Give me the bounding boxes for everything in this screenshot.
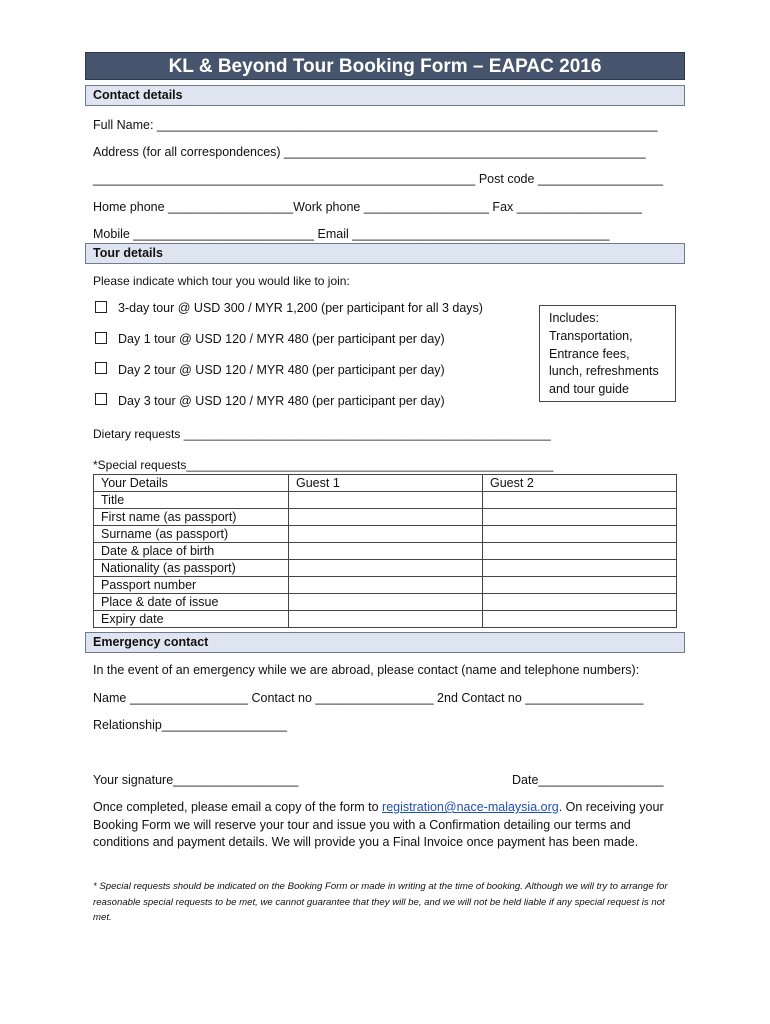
- emergency-contact-fields[interactable]: Name _________________ Contact no _________________ 2nd Contact no _________________: [93, 691, 644, 705]
- guest2-cell[interactable]: [483, 543, 677, 560]
- row-label: Surname (as passport): [94, 526, 289, 543]
- closing-text-end: . On receiving your Booking Form we will reserve your tour and issue you with a Confirmation detailing our terms and conditions and payment details. We will provide you a Final Invoice once payment has been made.: [93, 800, 664, 849]
- guest2-cell[interactable]: [483, 560, 677, 577]
- row-label: Place & date of issue: [94, 594, 289, 611]
- emergency-contact-heading: Emergency contact: [85, 632, 685, 653]
- table-row: [94, 560, 677, 577]
- guest-details-table: [93, 474, 677, 628]
- tour-day2-checkbox[interactable]: [95, 362, 107, 374]
- tour-option-day3: Day 3 tour @ USD 120 / MYR 480 (per participant per day): [118, 394, 445, 408]
- guest1-cell[interactable]: [289, 526, 483, 543]
- row-label: Title: [94, 492, 289, 509]
- table-header: Guest 1: [289, 475, 483, 492]
- includes-line: lunch, refreshments: [549, 364, 659, 379]
- guest2-cell[interactable]: [483, 526, 677, 543]
- row-label: First name (as passport): [94, 509, 289, 526]
- relationship-field[interactable]: Relationship__________________: [93, 718, 287, 732]
- table-row: [94, 594, 677, 611]
- includes-line: Transportation,: [549, 328, 633, 343]
- tour-option-day1: Day 1 tour @ USD 120 / MYR 480 (per participant per day): [118, 332, 445, 346]
- includes-box: [539, 305, 676, 402]
- guest1-cell[interactable]: [289, 543, 483, 560]
- tour-day3-checkbox[interactable]: [95, 393, 107, 405]
- contact-details-heading: Contact details: [85, 85, 685, 106]
- table-row: [94, 611, 677, 628]
- row-label: Nationality (as passport): [94, 560, 289, 577]
- table-header: Your Details: [94, 475, 289, 492]
- guest2-cell[interactable]: [483, 594, 677, 611]
- address-postcode-field[interactable]: _______________________________________________________ Post code __________________: [93, 172, 664, 186]
- guest2-cell[interactable]: [483, 509, 677, 526]
- closing-paragraph: [93, 799, 673, 852]
- row-label: Expiry date: [94, 611, 289, 628]
- special-requests-field[interactable]: *Special requests_______________________________________________________: [93, 458, 554, 472]
- form-title: KL & Beyond Tour Booking Form – EAPAC 2016: [85, 52, 685, 80]
- phone-fields[interactable]: Home phone __________________Work phone __________________ Fax __________________: [93, 200, 642, 214]
- registration-email-link[interactable]: registration@nace-malaysia.org: [382, 800, 559, 814]
- tour-option-day2: Day 2 tour @ USD 120 / MYR 480 (per participant per day): [118, 363, 445, 377]
- emergency-intro: In the event of an emergency while we are abroad, please contact (name and telephone numbers):: [93, 663, 640, 677]
- closing-text-start: Once completed, please email a copy of the form to: [93, 800, 383, 814]
- guest2-cell[interactable]: [483, 492, 677, 509]
- tour-day1-checkbox[interactable]: [95, 332, 107, 344]
- includes-line: and tour guide: [549, 382, 629, 397]
- guest1-cell[interactable]: [289, 594, 483, 611]
- guest1-cell[interactable]: [289, 577, 483, 594]
- includes-line: Entrance fees,: [549, 346, 630, 361]
- special-requests-footnote: * Special requests should be indicated on the Booking Form or made in writing at the time of booking. Although we will try to arrange for reasonable special requests to be met, we cannot guarantee that they will be, and we will not be held liable if any special request is not met.: [93, 881, 668, 924]
- address-field[interactable]: Address (for all correspondences) ____________________________________________________: [93, 145, 646, 159]
- signature-field[interactable]: Your signature__________________: [93, 773, 299, 787]
- tour-details-heading: Tour details: [85, 243, 685, 264]
- tour-prompt: Please indicate which tour you would like to join:: [93, 274, 350, 288]
- guest2-cell[interactable]: [483, 611, 677, 628]
- table-row: [94, 492, 677, 509]
- tour-3day-checkbox[interactable]: [95, 301, 107, 313]
- row-label: Passport number: [94, 577, 289, 594]
- date-field[interactable]: Date__________________: [512, 773, 664, 787]
- table-header-row: [94, 475, 677, 492]
- guest1-cell[interactable]: [289, 492, 483, 509]
- table-row: [94, 577, 677, 594]
- dietary-requests-field[interactable]: Dietary requests _______________________________________________________: [93, 427, 551, 441]
- guest1-cell[interactable]: [289, 560, 483, 577]
- table-header: Guest 2: [483, 475, 677, 492]
- guest2-cell[interactable]: [483, 577, 677, 594]
- table-row: [94, 509, 677, 526]
- table-row: [94, 526, 677, 543]
- includes-line: Includes:: [549, 311, 600, 325]
- guest1-cell[interactable]: [289, 509, 483, 526]
- full-name-field[interactable]: Full Name: ________________________________________________________________________: [93, 118, 658, 132]
- table-row: [94, 543, 677, 560]
- mobile-email-fields[interactable]: Mobile __________________________ Email _____________________________________: [93, 227, 610, 241]
- tour-option-3day: 3-day tour @ USD 300 / MYR 1,200 (per participant for all 3 days): [118, 301, 483, 315]
- row-label: Date & place of birth: [94, 543, 289, 560]
- guest1-cell[interactable]: [289, 611, 483, 628]
